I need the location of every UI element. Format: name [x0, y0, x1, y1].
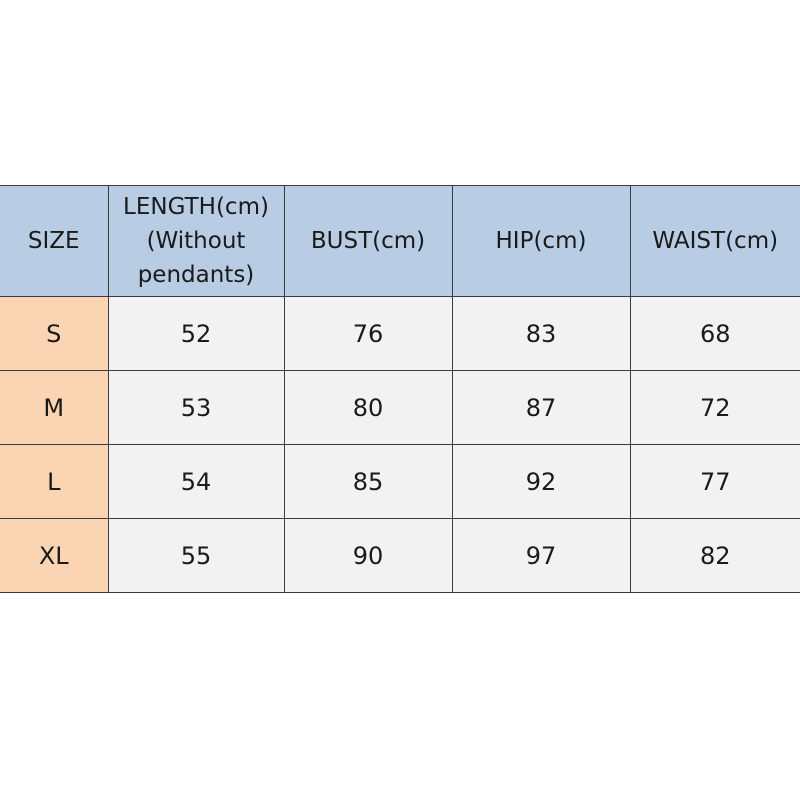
- bust-cell: 90: [284, 519, 452, 593]
- header-size: SIZE: [0, 186, 108, 297]
- table-row: [0, 297, 800, 371]
- hip-cell: 97: [452, 519, 630, 593]
- header-length-line2: (Without: [146, 228, 246, 254]
- hip-cell: 92: [452, 445, 630, 519]
- size-chart-table: [0, 185, 800, 593]
- header-bust: BUST(cm): [284, 186, 452, 297]
- size-cell: M: [0, 371, 108, 445]
- size-cell: L: [0, 445, 108, 519]
- length-cell: 54: [108, 445, 284, 519]
- size-cell: XL: [0, 519, 108, 593]
- waist-cell: 72: [630, 371, 800, 445]
- hip-cell: 87: [452, 371, 630, 445]
- size-cell: S: [0, 297, 108, 371]
- length-cell: 53: [108, 371, 284, 445]
- header-length: [108, 186, 284, 297]
- size-chart-body: [0, 297, 800, 593]
- header-row: [0, 186, 800, 297]
- bust-cell: 76: [284, 297, 452, 371]
- waist-cell: 77: [630, 445, 800, 519]
- size-chart-header: [0, 186, 800, 297]
- bust-cell: 80: [284, 371, 452, 445]
- waist-cell: 68: [630, 297, 800, 371]
- header-hip: HIP(cm): [452, 186, 630, 297]
- header-length-line1: LENGTH(cm): [123, 194, 269, 220]
- table-row: [0, 445, 800, 519]
- waist-cell: 82: [630, 519, 800, 593]
- length-cell: 52: [108, 297, 284, 371]
- length-cell: 55: [108, 519, 284, 593]
- header-length-line3: pendants): [137, 262, 255, 288]
- bust-cell: 85: [284, 445, 452, 519]
- hip-cell: 83: [452, 297, 630, 371]
- table-row: [0, 371, 800, 445]
- table-row: [0, 519, 800, 593]
- header-waist: WAIST(cm): [630, 186, 800, 297]
